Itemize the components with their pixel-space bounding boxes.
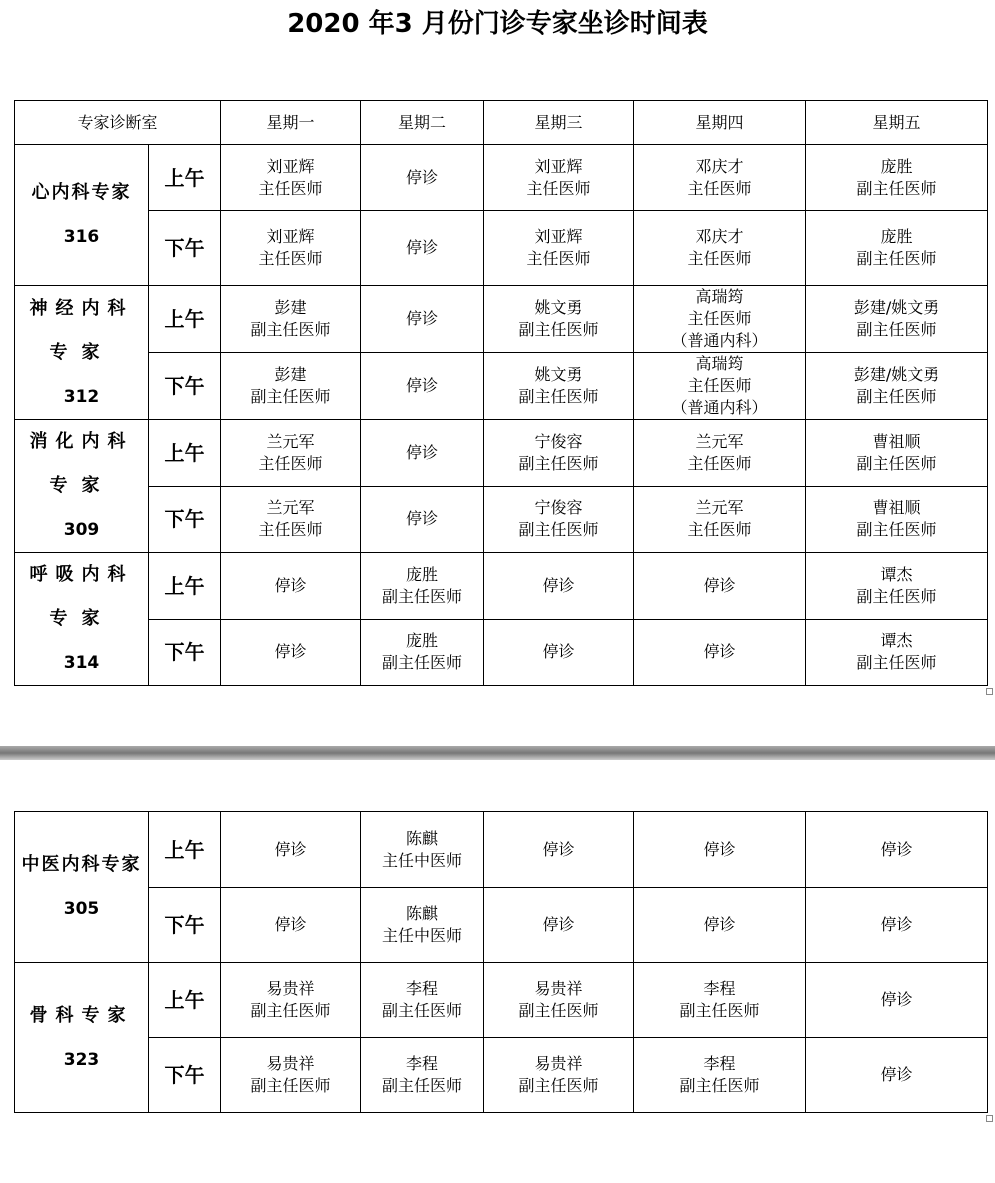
doctor-title: 主任医师 [687,520,752,540]
schedule-cell [634,211,806,286]
schedule-cell [221,486,361,553]
doctor-name: 停诊 [703,915,736,934]
doctor-title: 副主任医师 [856,249,937,268]
doctor-name: 彭建/姚文勇 [853,298,940,317]
doctor-title: 副主任医师 [518,520,599,540]
schedule-cell [634,619,806,686]
doctor-name: 停诊 [703,839,736,859]
schedule-cell [484,145,634,211]
doctor-name: 谭杰 [880,564,913,584]
department-name: 呼吸内科 [29,564,134,585]
doctor-name: 易贵祥 [266,979,315,998]
doctor-title: 主任中医师 [381,850,462,870]
schedule-table-1 [14,100,988,686]
table-row [15,1038,988,1113]
schedule-cell [361,812,484,888]
doctor-name: 谭杰 [880,631,913,651]
schedule-cell [484,1038,634,1113]
schedule-cell [221,353,361,420]
schedule-cell [634,486,806,553]
doctor-title: （普通内科） [671,331,768,350]
department-name: 专家 [49,608,114,629]
doctor-title: 副主任医师 [382,586,463,606]
doctor-name: 兰元军 [695,431,744,451]
header-day: 星期一 [221,101,361,145]
table-row [15,211,988,286]
doctor-name: 停诊 [542,839,575,859]
doctor-name: 陈麒 [405,828,438,848]
doctor-title: 副主任医师 [856,178,937,198]
schedule-cell [221,211,361,286]
period-pm: 下午 [149,1038,221,1113]
schedule-cell [221,888,361,963]
department-name: 专家 [49,475,114,496]
room-number: 309 [63,520,100,540]
period-pm: 下午 [149,486,221,553]
doctor-name: 停诊 [274,642,307,662]
doctor-name: 停诊 [406,376,439,395]
schedule-cell [484,486,634,553]
doctor-title: 副主任医师 [381,1001,462,1020]
department-cell [15,812,149,963]
schedule-cell [634,888,806,963]
department-name: 消化内科 [29,431,134,452]
doctor-name: 陈麒 [405,904,438,923]
header-day: 星期三 [484,101,634,145]
table-row [15,812,988,888]
schedule-cell [361,353,484,420]
schedule-cell [806,145,988,211]
table-row [15,145,988,211]
period-am: 上午 [149,145,221,211]
schedule-cell [221,145,361,211]
schedule-cell [806,420,988,487]
doctor-title: 主任医师 [258,453,323,473]
doctor-title: 副主任医师 [381,1076,462,1095]
schedule-cell [484,888,634,963]
doctor-title: 主任医师 [258,178,323,198]
doctor-name: 停诊 [406,167,439,187]
doctor-title: 主任医师 [687,453,752,473]
schedule-cell [221,1038,361,1113]
schedule-cell [221,553,361,620]
doctor-title: 主任医师 [687,249,752,268]
schedule-cell [806,812,988,888]
doctor-title: 副主任医师 [679,1076,760,1095]
doctor-name: 易贵祥 [534,979,583,998]
department-cell [15,420,149,553]
schedule-cell [634,1038,806,1113]
doctor-name: 刘亚辉 [266,227,315,246]
table-row [15,353,988,420]
period-pm: 下午 [149,211,221,286]
schedule-table-2 [14,811,988,1113]
schedule-cell [361,553,484,620]
doctor-name: 停诊 [880,915,913,934]
period-am: 上午 [149,812,221,888]
doctor-name: 刘亚辉 [534,156,583,176]
doctor-name: 刘亚辉 [534,227,583,246]
doctor-name: 停诊 [542,915,575,934]
doctor-title: 副主任医师 [250,320,331,339]
doctor-name: 停诊 [880,839,913,859]
schedule-cell [806,963,988,1038]
schedule-cell [221,812,361,888]
doctor-title: 主任中医师 [381,926,462,945]
schedule-cell [634,812,806,888]
schedule-cell [484,420,634,487]
department-cell [15,145,149,286]
doctor-name: 李程 [703,1054,736,1073]
schedule-cell [806,553,988,620]
doctor-name: 姚文勇 [534,298,583,317]
header-row [15,101,988,145]
doctor-title: 副主任医师 [518,453,599,473]
doctor-name: 李程 [405,1054,438,1073]
doctor-name: 停诊 [274,575,307,595]
doctor-name: 停诊 [406,442,439,462]
doctor-name: 停诊 [880,990,913,1009]
doctor-title: 主任医师 [258,520,323,540]
table-row [15,486,988,553]
header-day: 星期二 [361,101,484,145]
department-name: 中医内科专家 [21,854,142,875]
doctor-name: 停诊 [274,839,307,859]
doctor-name: 高瑞筠 [695,354,744,373]
department-name: 专家 [49,341,114,363]
schedule-cell [806,1038,988,1113]
schedule-cell [634,420,806,487]
table-corner-marker [986,688,993,695]
doctor-title: 主任医师 [526,249,591,268]
schedule-cell [361,888,484,963]
schedule-cell [221,619,361,686]
schedule-cell [361,963,484,1038]
doctor-title: 副主任医师 [250,1001,331,1020]
schedule-cell [221,963,361,1038]
doctor-name: 停诊 [542,575,575,595]
doctor-name: 停诊 [703,575,736,595]
schedule-cell [484,553,634,620]
doctor-title: 副主任医师 [250,387,331,406]
doctor-name: 高瑞筠 [695,287,744,306]
doctor-title: 副主任医师 [518,387,599,406]
schedule-cell [484,353,634,420]
room-number: 316 [63,227,100,247]
table-row [15,963,988,1038]
doctor-name: 兰元军 [695,498,744,518]
doctor-title: 副主任医师 [518,1001,599,1020]
schedule-cell [221,420,361,487]
doctor-title: 主任医师 [687,376,752,395]
schedule-cell [484,812,634,888]
doctor-name: 邓庆才 [695,227,744,246]
doctor-title: 副主任医师 [856,320,937,339]
period-am: 上午 [149,963,221,1038]
period-am: 上午 [149,420,221,487]
table-row [15,420,988,487]
doctor-title: 副主任医师 [250,1076,331,1095]
doctor-title: 主任医师 [687,178,752,198]
schedule-cell [634,553,806,620]
schedule-cell [806,486,988,553]
doctor-name: 停诊 [406,509,439,529]
schedule-cell [484,211,634,286]
doctor-title: 副主任医师 [679,1001,760,1020]
schedule-cell [806,211,988,286]
doctor-title: 副主任医师 [518,1076,599,1095]
doctor-name: 停诊 [880,1065,913,1084]
table-row [15,888,988,963]
doctor-name: 停诊 [703,642,736,662]
schedule-cell [634,963,806,1038]
doctor-name: 姚文勇 [534,365,583,384]
period-pm: 下午 [149,888,221,963]
schedule-cell [361,486,484,553]
header-day: 星期四 [634,101,806,145]
doctor-title: （普通内科） [671,398,768,417]
schedule-cell [484,963,634,1038]
doctor-title: 主任医师 [526,178,591,198]
table-row [15,553,988,620]
doctor-name: 刘亚辉 [266,156,315,176]
schedule-cell [634,353,806,420]
period-am: 上午 [149,553,221,620]
schedule-cell [221,286,361,353]
doctor-name: 宁俊容 [534,431,583,451]
schedule-cell [361,420,484,487]
doctor-title: 副主任医师 [856,453,937,473]
department-cell [15,553,149,686]
department-name: 骨科专家 [29,1004,134,1026]
doctor-title: 副主任医师 [518,320,599,339]
department-name: 神经内科 [29,297,134,319]
period-pm: 下午 [149,619,221,686]
schedule-cell [806,353,988,420]
doctor-name: 宁俊容 [534,498,583,518]
room-number: 305 [63,899,100,919]
page-separator [0,746,995,760]
schedule-cell [361,145,484,211]
department-cell [15,963,149,1113]
header-day: 星期五 [806,101,988,145]
schedule-cell [361,286,484,353]
table-corner-marker [986,1115,993,1122]
room-number: 312 [63,386,100,407]
doctor-title: 主任医师 [258,249,323,268]
doctor-name: 易贵祥 [534,1054,583,1073]
period-am: 上午 [149,286,221,353]
schedule-cell [361,211,484,286]
department-name: 心内科专家 [31,182,132,203]
doctor-name: 曹祖顺 [872,431,921,451]
doctor-name: 李程 [703,979,736,998]
schedule-cell [806,286,988,353]
doctor-name: 易贵祥 [266,1054,315,1073]
schedule-cell [361,1038,484,1113]
room-number: 314 [63,653,100,673]
doctor-name: 停诊 [406,309,439,328]
department-cell [15,286,149,420]
doctor-name: 彭建 [274,298,307,317]
doctor-title: 副主任医师 [856,586,937,606]
schedule-cell [806,888,988,963]
doctor-title: 副主任医师 [856,520,937,540]
header-corner: 专家诊断室 [15,101,221,145]
doctor-name: 停诊 [542,642,575,662]
doctor-name: 庞胜 [406,564,439,584]
doctor-title: 副主任医师 [856,387,937,406]
doctor-title: 副主任医师 [856,653,937,673]
doctor-name: 庞胜 [880,156,913,176]
schedule-cell [361,619,484,686]
schedule-cell [634,145,806,211]
schedule-cell [484,286,634,353]
doctor-name: 彭建 [274,365,307,384]
table-row [15,286,988,353]
doctor-name: 庞胜 [406,631,439,651]
doctor-name: 兰元军 [266,431,315,451]
doctor-name: 曹祖顺 [872,498,921,518]
page-title: 2020 年3 月份门诊专家坐诊时间表 [287,9,708,39]
schedule-cell [634,286,806,353]
doctor-name: 邓庆才 [695,156,744,176]
doctor-name: 庞胜 [880,227,913,246]
schedule-cell [806,619,988,686]
doctor-title: 主任医师 [687,309,752,328]
period-pm: 下午 [149,353,221,420]
doctor-title: 副主任医师 [382,653,463,673]
doctor-name: 停诊 [274,915,307,934]
doctor-name: 彭建/姚文勇 [853,365,940,384]
doctor-name: 李程 [405,979,438,998]
doctor-name: 兰元军 [266,498,315,518]
table-row [15,619,988,686]
room-number: 323 [63,1049,100,1070]
doctor-name: 停诊 [406,238,439,257]
schedule-cell [484,619,634,686]
